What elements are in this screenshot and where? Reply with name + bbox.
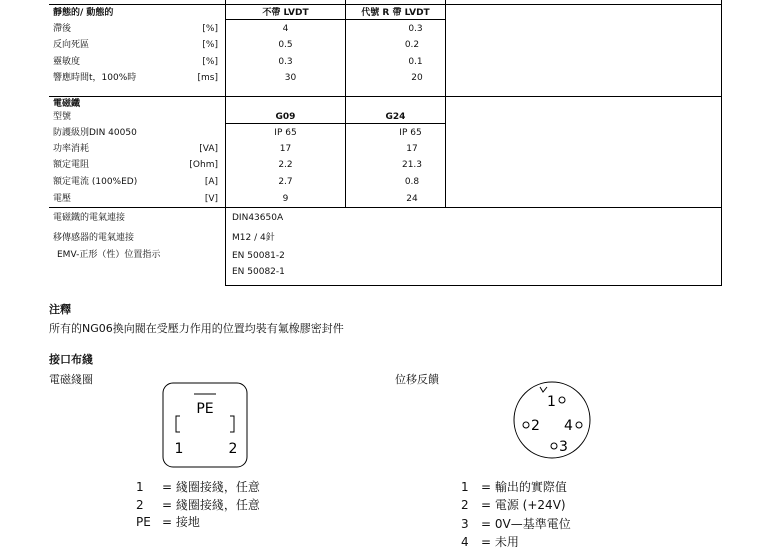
row-unit: [ms] [197, 73, 218, 83]
row-label: 防護級別DIN 40050 [53, 128, 137, 138]
solenoid-section-title: 電磁鐵 [53, 99, 81, 109]
row-value-2: 17 [406, 144, 418, 154]
row-unit: [%] [202, 57, 218, 67]
notes-text: 所有的NG06換向閥在受壓力作用的位置均裝有氟橡膠密封件 [49, 322, 344, 335]
row-unit: [VA] [199, 144, 218, 154]
row-unit: [%] [202, 40, 218, 50]
connection-value-m12: M12 / 4針 [232, 233, 275, 243]
row-label: 靈敏度 [53, 57, 81, 67]
row-label: 滯後 [53, 24, 72, 34]
connection-label-emv: EMV-正形（性）位置指示 [57, 250, 161, 260]
coil-pin2-label: 2 [228, 441, 238, 457]
legend-key: 1 [136, 480, 144, 494]
row-value-1: 9 [282, 194, 289, 204]
row-value-2: 0.2 [404, 40, 420, 50]
sensor-connector-diagram [504, 378, 600, 460]
row-label: 反向死區 [53, 40, 90, 50]
legend-text: = 綫圈接綫，任意 [162, 498, 260, 512]
sensor-pin3-label: 3 [559, 439, 568, 455]
row-label: 額定電流 (100%ED) [53, 177, 138, 187]
legend-key: 2 [136, 498, 144, 512]
connection-label-solenoid: 電磁鐵的電氣連接 [53, 213, 126, 223]
legend-text: = 未用 [481, 535, 519, 549]
row-value-1: 30 [284, 73, 297, 83]
row-value-1: 2.7 [278, 177, 293, 187]
coil-title: 電磁綫圈 [49, 373, 93, 386]
static-section-title: 靜態的/ 動態的 [53, 8, 114, 18]
row-value-1: 0.3 [278, 57, 293, 67]
row-value-1: 4 [282, 24, 289, 34]
row-value-2: 21.3 [401, 160, 423, 170]
legend-text: = 綫圈接綫，任意 [162, 480, 260, 494]
legend-text: = 接地 [162, 515, 200, 529]
coil-connector-diagram [160, 380, 250, 470]
row-value-1: G09 [275, 112, 296, 122]
sensor-title: 位移反饋 [395, 373, 439, 386]
row-label: 型號 [53, 112, 72, 122]
row-label: 額定電阻 [53, 160, 90, 170]
legend-text: = 輸出的實際值 [481, 480, 567, 494]
sensor-pin1-icon [559, 397, 565, 403]
legend-key: PE [136, 515, 151, 529]
row-unit: [A] [204, 177, 218, 187]
wiring-heading: 接口布綫 [49, 353, 93, 366]
connection-value-din: DIN43650A [232, 213, 284, 223]
sensor-pin2-icon [523, 422, 529, 428]
row-unit: [%] [202, 24, 218, 34]
row-value-1: 2.2 [278, 160, 293, 170]
col-header-with-lvdt: 代號 R 帶 LVDT [361, 8, 430, 18]
row-value-2: 20 [411, 73, 423, 83]
coil-pe-label: PE [196, 401, 214, 417]
legend-key: 3 [461, 517, 469, 531]
row-value-2: 0.8 [404, 177, 420, 187]
notes-heading: 注釋 [49, 303, 71, 316]
row-value-1: 17 [279, 144, 292, 154]
row-value-2: G24 [385, 112, 406, 122]
row-unit: [V] [204, 194, 218, 204]
sensor-pin4-icon [576, 422, 582, 428]
row-value-2: IP 65 [399, 128, 422, 138]
row-value-1: IP 65 [274, 128, 297, 138]
row-value-1: 0.5 [278, 40, 293, 50]
coil-pin1-label: 1 [174, 441, 184, 457]
row-value-2: 0.1 [408, 57, 423, 67]
row-value-2: 0.3 [408, 24, 423, 34]
row-value-2: 24 [406, 194, 418, 204]
row-label: 響應時間t，100%時 [53, 73, 137, 83]
legend-key: 4 [461, 535, 469, 549]
row-label: 功率消耗 [53, 144, 90, 154]
sensor-pin1-label: 1 [547, 394, 556, 410]
sensor-pin4-label: 4 [564, 418, 573, 434]
sensor-pin3-icon [551, 443, 557, 449]
col-header-no-lvdt: 不帶 LVDT [262, 8, 309, 18]
legend-text: = 0V—基準電位 [481, 517, 571, 531]
row-label: 電壓 [53, 194, 72, 204]
sensor-pin2-label: 2 [531, 418, 540, 434]
legend-text: = 電源 (+24V) [481, 498, 566, 512]
legend-key: 1 [461, 480, 469, 494]
connection-label-sensor: 移傳感器的電氣連接 [53, 233, 135, 243]
connection-value-en50081: EN 50081-2 [232, 251, 285, 261]
row-unit: [Ohm] [189, 160, 218, 170]
legend-key: 2 [461, 498, 469, 512]
connection-value-en50082: EN 50082-1 [232, 267, 285, 277]
